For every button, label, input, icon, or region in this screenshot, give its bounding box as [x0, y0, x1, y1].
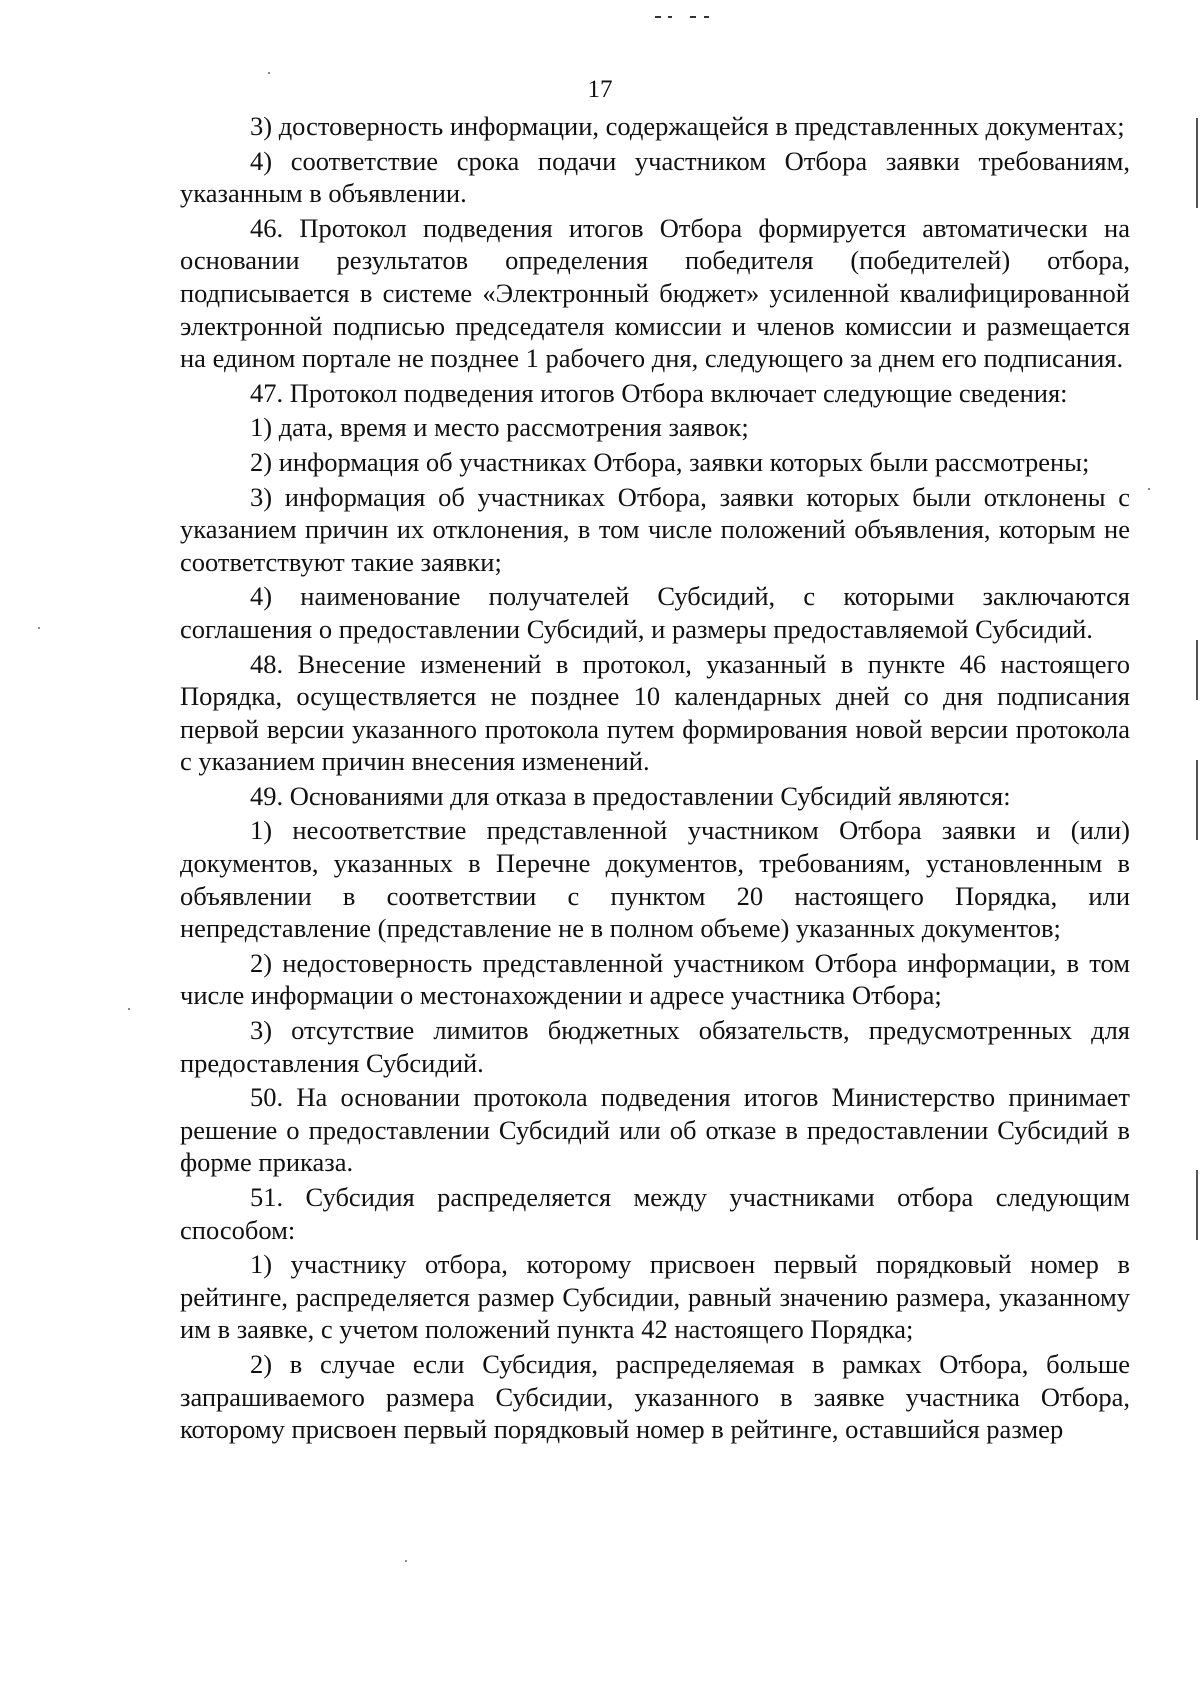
paragraph-51-distribution: 51. Субсидия распределяется между участниками отбора следующим способом: [180, 1182, 1130, 1245]
paragraph-item-3-reliability: 3) достоверность информации, содержащейся в представленных документах; [250, 111, 1125, 141]
scan-mark-top-4 [704, 16, 709, 18]
page-number: 17 [587, 76, 613, 103]
paragraph-46-protocol: 46. Протокол подведения итогов Отбора формируется автоматически на основании результатов определения победителя (победителей) отбора, подписывается в системе «Электронный бюджет» усиленной квалифицированной электронной подписью председателя комиссии и членов комиссии и размещается на едином портале не позднее 1 рабочего дня, следующего за днем его подписания. [180, 212, 1130, 374]
scan-dot-2 [38, 627, 40, 629]
scan-dot-5 [405, 1560, 407, 1562]
scan-edge-right-1 [1196, 118, 1198, 208]
scan-dot-3 [128, 1008, 130, 1010]
scan-dot-1 [268, 72, 270, 74]
paragraph-51-item-1: 1) участнику отбора, которому присвоен первый порядковый номер в рейтинге, распределяется размер Субсидии, равный значению размера, указанному им в заявке, с учетом положений пункта 42 настоящего Порядка; [180, 1249, 1130, 1345]
scan-mark-top-3 [690, 16, 696, 18]
paragraph-49-item-2: 2) недостоверность представленной участником Отбора информации, в том числе информации о местонахождении и адресе участника Отбора; [180, 947, 1130, 1011]
paragraph-47-item-2: 2) информация об участниках Отбора, заявки которых были рассмотрены; [250, 446, 1090, 477]
paragraph-item-4-deadline: 4) соответствие срока подачи участником Отбора заявки требованиям, указанным в объявлении. [180, 145, 1130, 209]
scan-dot-4 [1148, 488, 1150, 490]
scan-edge-right-4 [1196, 1170, 1198, 1240]
paragraph-50-decision: 50. На основании протокола подведения итогов Министерство принимает решение о предоставлении Субсидий или об отказе в предоставлении Субсидий в форме приказа. [180, 1082, 1130, 1178]
paragraph-47-item-1: 1) дата, время и место рассмотрения заявок; [250, 412, 749, 443]
document-body [180, 110, 1130, 1446]
scan-mark-top-2 [668, 16, 672, 18]
paragraph-51-item-2: 2) в случае если Субсидия, распределяемая в рамках Отбора, больше запрашиваемого размера Субсидии, указанного в заявке участника Отбора, которому присвоен первый порядковый номер в рейтинге, оставшийся размер [180, 1348, 1130, 1445]
scan-edge-right-3 [1196, 760, 1198, 840]
scan-mark-top-1 [655, 16, 661, 18]
paragraph-49-item-3: 3) отсутствие лимитов бюджетных обязательств, предусмотренных для предоставления Субсидий. [180, 1015, 1130, 1078]
paragraph-48-changes: 48. Внесение изменений в протокол, указанный в пункте 46 настоящего Порядка, осуществляется не позднее 10 календарных дней со дня подписания первой версии указанного протокола путем формирования новой версии протокола с указанием причин внесения изменений. [180, 648, 1130, 777]
scan-edge-right-2 [1196, 640, 1198, 700]
paragraph-49-item-1: 1) несоответствие представленной участником Отбора заявки и (или) документов, указанных в Перечне документов, требованиям, установленным в объявлении в соответствии с пунктом 20 настоящего Порядка, или непредставление (представление не в полном объеме) указанных документов; [180, 815, 1130, 944]
paragraph-49-refusal-grounds: 49. Основаниями для отказа в предоставлении Субсидий являются: [250, 780, 1011, 811]
paragraph-47-item-4: 4) наименование получателей Субсидий, с которыми заключаются соглашения о предоставлении Субсидий, и размеры предоставляемой Субсидий. [180, 581, 1130, 644]
paragraph-47-protocol-contents: 47. Протокол подведения итогов Отбора включает следующие сведения: [250, 377, 1068, 408]
paragraph-47-item-3: 3) информация об участниках Отбора, заявки которых были отклонены с указанием причин их отклонения, в том числе положений объявления, которым не соответствуют такие заявки; [180, 481, 1130, 577]
